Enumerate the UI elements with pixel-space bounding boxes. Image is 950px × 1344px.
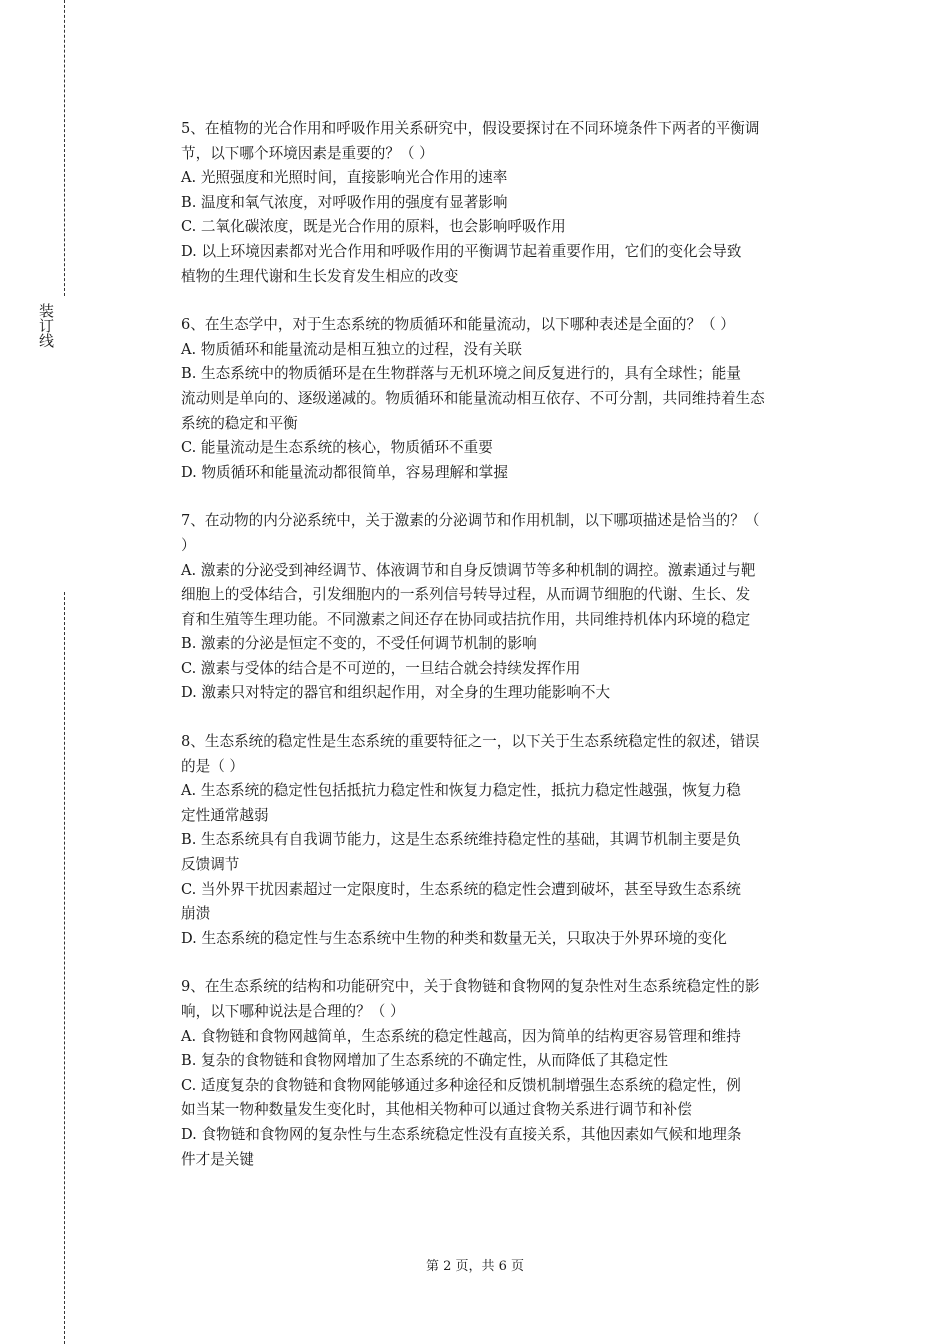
question-stem: 7、在动物的内分泌系统中，关于激素的分泌调节和作用机制，以下哪项描述是恰当的？（ — [181, 512, 760, 530]
option-b: 系统的稳定和平衡 — [181, 414, 298, 432]
option-d: 件才是关键 — [181, 1150, 254, 1168]
option-d: D. 生态系统的稳定性与生态系统中生物的种类和数量无关，只取决于外界环境的变化 — [181, 929, 727, 947]
option-b: 流动则是单向的、逐级递减的。物质循环和能量流动相互依存、不可分割，共同维持着生态 — [181, 389, 765, 407]
option-a: 育和生殖等生理功能。不同激素之间还存在协同或拮抗作用，共同维持机体内环境的稳定 — [181, 610, 751, 628]
option-d: 植物的生理代谢和生长发育发生相应的改变 — [181, 267, 459, 285]
option-d: D. 以上环境因素都对光合作用和呼吸作用的平衡调节起着重要作用，它们的变化会导致 — [181, 242, 742, 260]
option-a: 定性通常越弱 — [181, 806, 269, 824]
question-stem: ） — [181, 536, 196, 554]
option-b: B. 激素的分泌是恒定不变的，不受任何调节机制的影响 — [181, 635, 537, 653]
question-9 — [181, 975, 841, 1172]
option-c: 如当某一物种数量发生变化时，其他相关物种可以通过食物关系进行调节和补偿 — [181, 1101, 692, 1119]
option-a: A. 食物链和食物网越简单，生态系统的稳定性越高，因为简单的结构更容易管理和维持 — [181, 1027, 741, 1045]
question-stem: 5、在植物的光合作用和呼吸作用关系研究中，假设要探讨在不同环境条件下两者的平衡调 — [181, 120, 760, 137]
question-stem: 的是（ ） — [181, 757, 245, 775]
binding-line-top — [64, 0, 65, 296]
option-c: C. 二氧化碳浓度，既是光合作用的原料，也会影响呼吸作用 — [181, 218, 566, 236]
option-c: C. 激素与受体的结合是不可逆的，一旦结合就会持续发挥作用 — [181, 659, 581, 677]
option-d: D. 食物链和食物网的复杂性与生态系统稳定性没有直接关系，其他因素如气候和地理条 — [181, 1125, 742, 1143]
question-stem: 节，以下哪个环境因素是重要的？（ ） — [181, 144, 434, 162]
option-a: A. 激素的分泌受到神经调节、体液调节和自身反馈调节等多种机制的调控。激素通过与靶 — [181, 561, 756, 579]
option-a: A. 物质循环和能量流动是相互独立的过程，没有关联 — [181, 340, 522, 358]
binding-line-label: 装订线 — [37, 303, 55, 348]
question-stem: 9、在生态系统的结构和功能研究中，关于食物链和食物网的复杂性对生态系统稳定性的影 — [181, 978, 760, 996]
question-stem: 6、在生态学中，对于生态系统的物质循环和能量流动，以下哪种表述是全面的？（ ） — [181, 316, 735, 334]
option-c: C. 适度复杂的食物链和食物网能够通过多种途径和反馈机制增强生态系统的稳定性，例 — [181, 1076, 741, 1094]
question-stem: 响，以下哪种说法是合理的？（ ） — [181, 1003, 405, 1020]
option-a: A. 生态系统的稳定性包括抵抗力稳定性和恢复力稳定性，抵抗力稳定性越强，恢复力稳 — [181, 782, 741, 800]
option-c: C. 当外界干扰因素超过一定限度时，生态系统的稳定性会遭到破坏，甚至导致生态系统 — [181, 880, 741, 898]
option-b: B. 生态系统具有自我调节能力，这是生态系统维持稳定性的基础，其调节机制主要是负 — [181, 831, 741, 849]
question-6 — [181, 313, 841, 485]
question-8 — [181, 730, 841, 951]
option-a: A. 光照强度和光照时间，直接影响光合作用的速率 — [181, 169, 508, 187]
option-c: 崩溃 — [181, 905, 211, 923]
option-b: 反馈调节 — [181, 856, 240, 874]
option-b: B. 生态系统中的物质循环是在生物群落与无机环境之间反复进行的，具有全球性；能量 — [181, 365, 741, 383]
question-5 — [181, 117, 841, 289]
page-number: 第 2 页，共 6 页 — [425, 1259, 525, 1274]
question-stem: 8、生态系统的稳定性是生态系统的重要特征之一，以下关于生态系统稳定性的叙述，错误 — [181, 733, 760, 751]
option-d: D. 激素只对特定的器官和组织起作用，对全身的生理功能影响不大 — [181, 684, 611, 702]
question-7 — [181, 509, 841, 706]
option-b: B. 温度和氧气浓度，对呼吸作用的强度有显著影响 — [181, 193, 508, 211]
option-c: C. 能量流动是生态系统的核心，物质循环不重要 — [181, 439, 493, 457]
option-b: B. 复杂的食物链和食物网增加了生态系统的不确定性，从而降低了其稳定性 — [181, 1052, 669, 1070]
question-list — [181, 117, 841, 1196]
option-a: 细胞上的受体结合，引发细胞内的一系列信号转导过程，从而调节细胞的代谢、生长、发 — [181, 586, 751, 604]
binding-line-bottom — [64, 592, 65, 1344]
option-d: D. 物质循环和能量流动都很简单，容易理解和掌握 — [181, 463, 508, 481]
